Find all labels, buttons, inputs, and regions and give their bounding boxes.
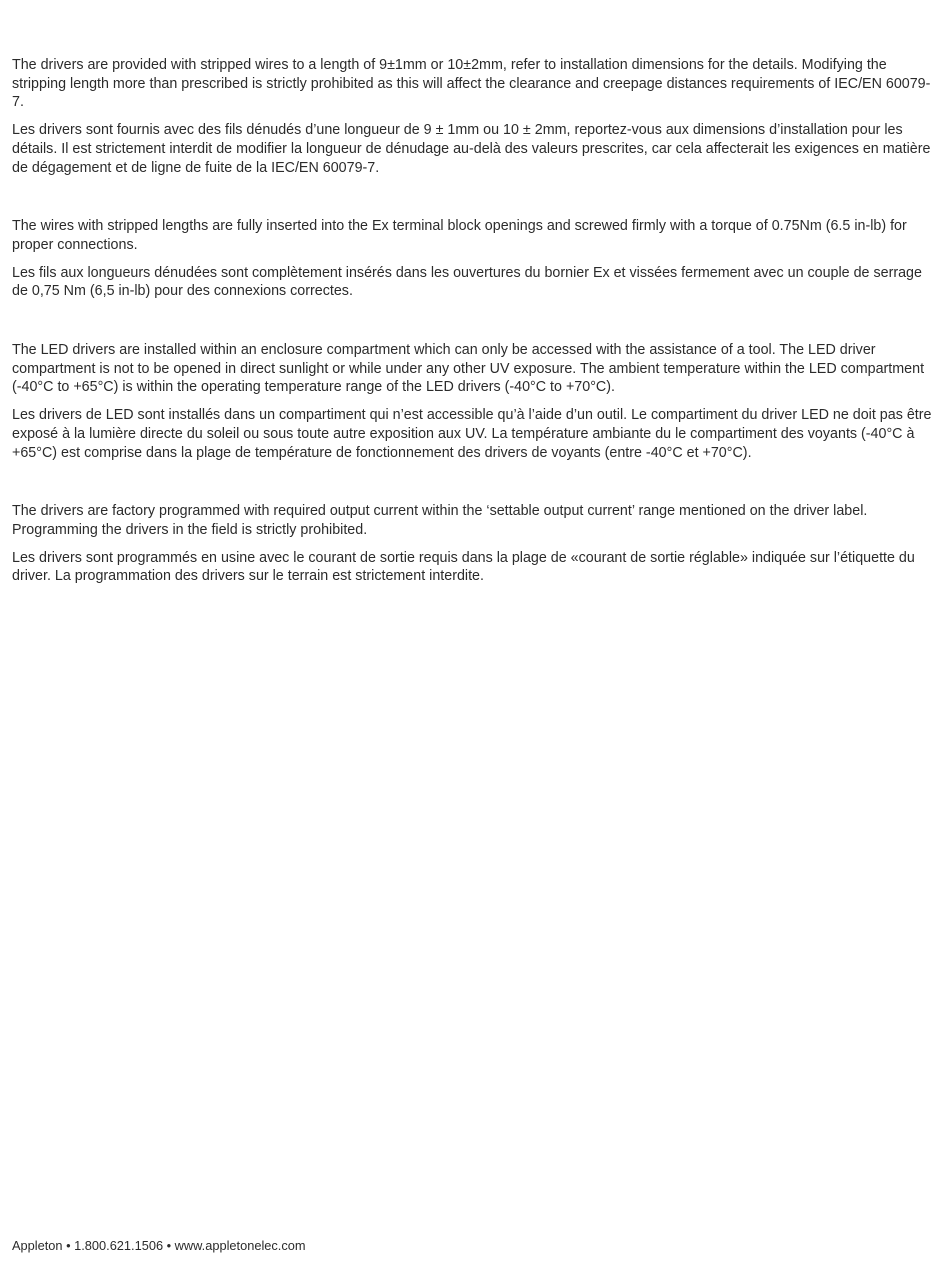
document-body (12, 56, 940, 626)
section-factory-programming (12, 502, 940, 586)
paragraph-english: The wires with stripped lengths are fully inserted into the Ex terminal block openings and screwed firmly with a torque of 0.75Nm (6.5 in-lb) for proper connections. (12, 218, 907, 253)
paragraph-french: Les fils aux longueurs dénudées sont complètement insérés dans les ouvertures du bornier Ex et vissées fermement avec un couple de serrage de 0,75 Nm (6,5 in-lb) pour des connexions correctes. (12, 264, 922, 300)
section-led-compartment (12, 341, 940, 462)
section-stripped-wires (12, 56, 940, 177)
paragraph-english: The drivers are provided with stripped wires to a length of 9±1mm or 10±2mm, refer to installation dimensions for the details. Modifying the stripping length more than prescribed is strictly prohibited as this will affect the clearance and creepage distances requirements of IEC/EN 60079-7. (12, 57, 931, 111)
paragraph-french: Les drivers sont programmés en usine avec le courant de sortie requis dans la plage de «courant de sortie réglable» indiquée sur l’étiquette du driver. La programmation des drivers sur le terrain est strictement interdite. (12, 549, 915, 585)
paragraph-french: Les drivers de LED sont installés dans un compartiment qui n’est accessible qu’à l’aide d’un outil. Le compartiment du driver LED ne doit pas être exposé à la lumière directe du soleil ou sous toute autre exposition aux UV. La température ambiante du le compartiment des voyants (-40°C à +65°C) est comprise dans la plage de température de fonctionnement des drivers de voyants (entre -40°C et +70°C). (12, 407, 932, 461)
paragraph-english: The drivers are factory programmed with required output current within the ‘settable output current’ range mentioned on the driver label. Programming the drivers in the field is strictly prohibited. (12, 503, 868, 538)
page-footer: Appleton • 1.800.621.1506 • www.appletonelec.com (12, 1238, 306, 1253)
section-terminal-torque (12, 217, 940, 301)
paragraph-french: Les drivers sont fournis avec des fils dénudés d’une longueur de 9 ± 1mm ou 10 ± 2mm, reportez-vous aux dimensions d’installation pour les détails. Il est strictement interdit de modifier la longueur de dénudage au-delà des valeurs prescrites, car cela affecterait les exigences en matière de dégagement et de ligne de fuite de la IEC/EN 60079-7. (12, 122, 931, 176)
paragraph-english: The LED drivers are installed within an enclosure compartment which can only be accessed with the assistance of a tool. The LED driver compartment is not to be opened in direct sunlight or while under any other UV exposure. The ambient temperature within the LED compartment (-40°C to +65°C) is within the operating temperature range of the LED drivers (-40°C to +70°C). (12, 342, 925, 396)
